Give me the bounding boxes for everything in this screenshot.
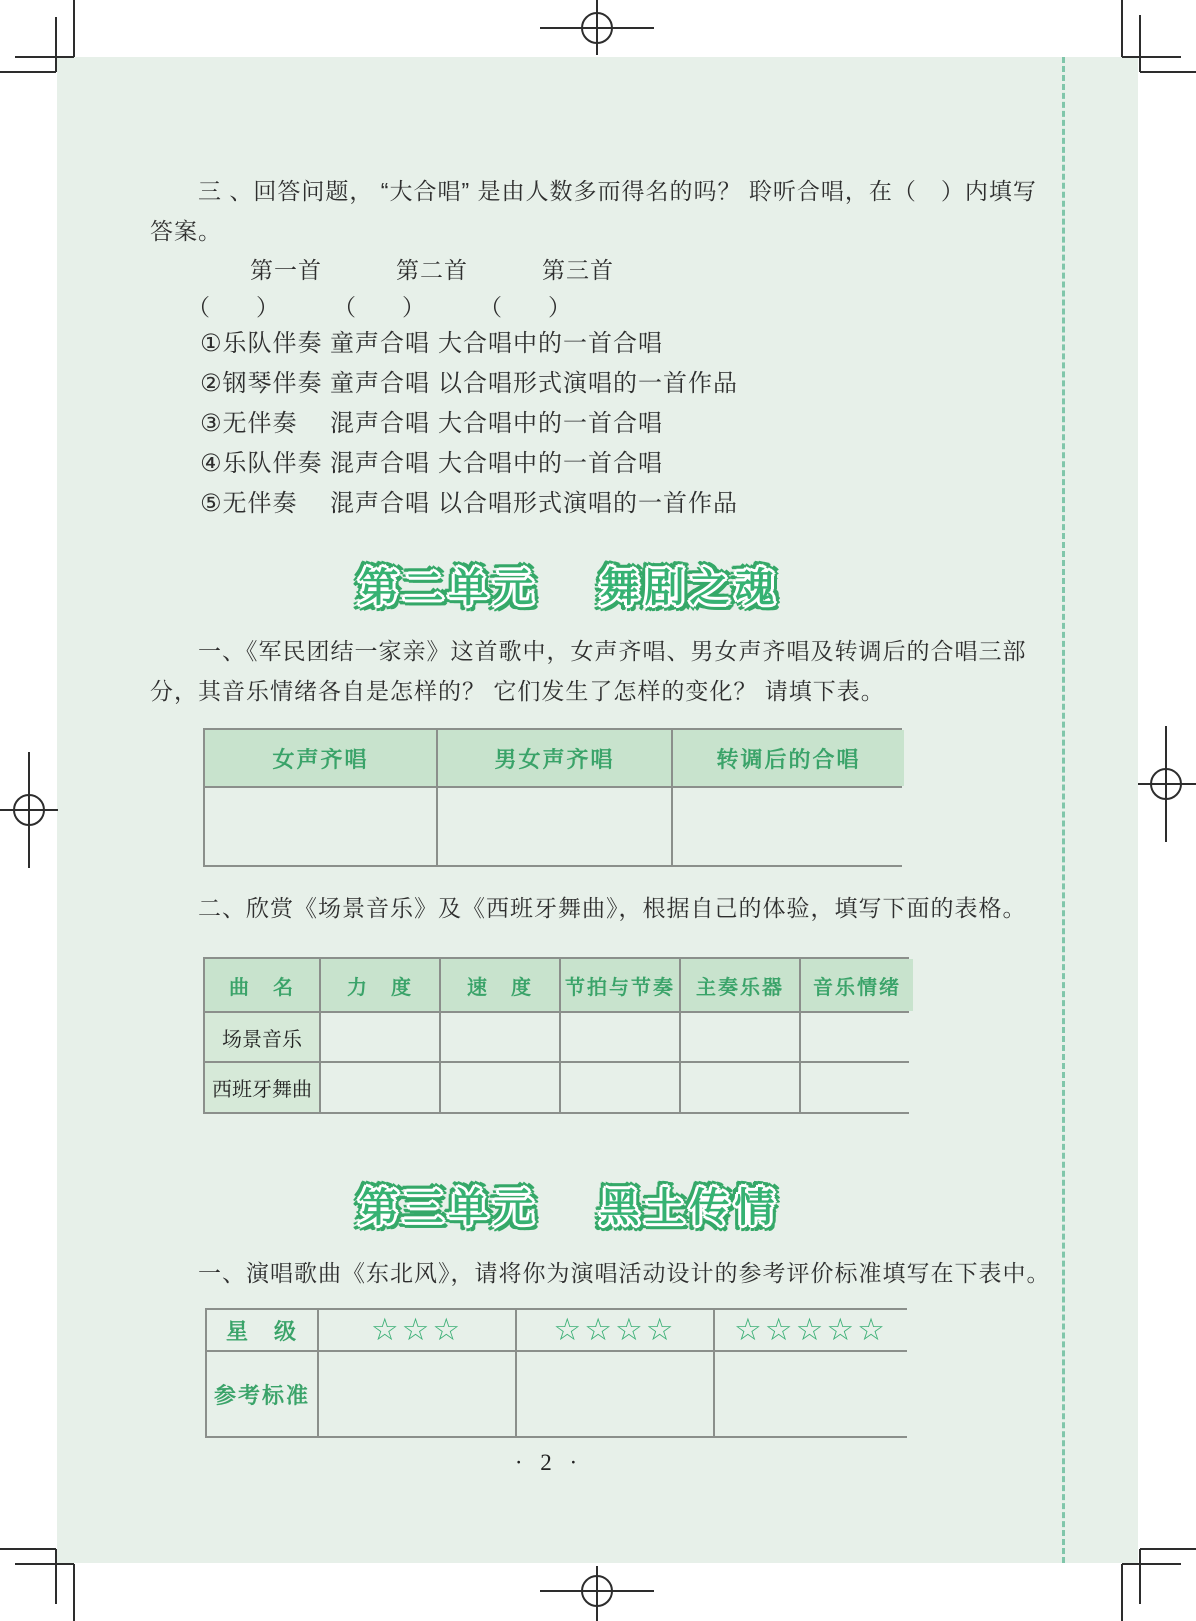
- table1-blank-cell: [438, 788, 671, 865]
- three-stars-icon: ☆☆☆: [319, 1310, 515, 1350]
- table3-blank-cell: [517, 1352, 713, 1436]
- table2-blank-cell: [801, 1013, 913, 1061]
- answer-blanks-row: [150, 289, 588, 322]
- choice-voice: 混声合唱: [330, 410, 430, 437]
- song-label-3: 第三首: [542, 257, 614, 283]
- table2-header-tempo: 速 度: [441, 959, 559, 1011]
- unit3-title: 第三单元 黑土传情: [358, 1186, 780, 1230]
- table3-blank-cell: [319, 1352, 515, 1436]
- choice-item-5: [200, 491, 920, 517]
- four-stars-icon: ☆☆☆☆: [517, 1310, 713, 1350]
- table1-blank-cell: [673, 788, 904, 865]
- table2-header-dynamics: 力 度: [321, 959, 439, 1011]
- choice-voice: 混声合唱: [330, 450, 430, 477]
- fold-dashed-line: [1062, 57, 1065, 1563]
- choice-description: 以合唱形式演唱的一首作品: [438, 490, 738, 517]
- choice-accompaniment: ③无伴奏: [200, 410, 298, 437]
- table2-blank-cell: [441, 1013, 559, 1061]
- table3-row1-label: 星 级: [207, 1310, 317, 1350]
- choice-description: 以合唱形式演唱的一首作品: [438, 370, 738, 397]
- table3-row2-label: 参考标准: [207, 1352, 317, 1436]
- song-labels-row: [150, 252, 688, 285]
- question3-line1: 三 、回答问题， “大合唱” 是由人数多而得名的吗？ 聆听合唱，在（ ）内填写: [198, 178, 1037, 204]
- choice-voice: 童声合唱: [330, 330, 430, 357]
- question3-line2: 答案。: [150, 218, 222, 244]
- unit2-title: 第二单元 舞剧之魂: [358, 566, 780, 610]
- table2-blank-cell: [801, 1063, 913, 1112]
- chorus-emotion-table: [203, 728, 902, 867]
- crosshair-top-center: [540, 0, 654, 55]
- table1-header-mixed-unison: 男女声齐唱: [438, 730, 671, 786]
- unit2-q1-line1: 一、《军民团结一家亲》这首歌中，女声齐唱、男女声齐唱及转调后的合唱三部: [198, 638, 1027, 664]
- choice-list: [200, 331, 920, 531]
- choice-description: 大合唱中的一首合唱: [438, 330, 663, 357]
- choice-item-1: [200, 331, 920, 357]
- choice-description: 大合唱中的一首合唱: [438, 410, 663, 437]
- table2-header-lead-instrument: 主奏乐器: [681, 959, 799, 1011]
- table2-row-scene-music: 场景音乐: [205, 1013, 319, 1061]
- choice-voice: 童声合唱: [330, 370, 430, 397]
- crosshair-left-middle: [0, 752, 58, 868]
- choice-voice: 混声合唱: [330, 490, 430, 517]
- table2-blank-cell: [441, 1063, 559, 1112]
- crosshair-right-middle: [1138, 726, 1196, 842]
- unit2-q1-line2: 分，其音乐情绪各自是怎样的？ 它们发生了怎样的变化？ 请填下表。: [150, 678, 885, 704]
- table1-blank-cell: [205, 788, 436, 865]
- table2-blank-cell: [321, 1063, 439, 1112]
- table2-header-meter-rhythm: 节拍与节奏: [561, 959, 679, 1011]
- choice-accompaniment: ②钢琴伴奏: [200, 370, 323, 397]
- choice-item-2: [200, 371, 920, 397]
- table2-blank-cell: [561, 1013, 679, 1061]
- page-number: · 2 ·: [514, 1450, 584, 1475]
- table2-blank-cell: [681, 1013, 799, 1061]
- choice-description: 大合唱中的一首合唱: [438, 450, 663, 477]
- table2-blank-cell: [561, 1063, 679, 1112]
- star-rating-table: [205, 1308, 907, 1438]
- song-label-1: 第一首: [250, 257, 322, 283]
- answer-blank-3: （ ）: [479, 294, 571, 320]
- answer-blank-2: （ ）: [333, 294, 425, 320]
- choice-accompaniment: ④乐队伴奏: [200, 450, 323, 477]
- table2-blank-cell: [321, 1013, 439, 1061]
- table1-header-female-unison: 女声齐唱: [205, 730, 436, 786]
- listening-analysis-table: [203, 957, 909, 1114]
- table2-row-spanish-dance: 西班牙舞曲: [205, 1063, 319, 1112]
- table3-blank-cell: [715, 1352, 907, 1436]
- table2-blank-cell: [681, 1063, 799, 1112]
- table1-header-modulated-chorus: 转调后的合唱: [673, 730, 904, 786]
- choice-accompaniment: ①乐队伴奏: [200, 330, 323, 357]
- table2-header-mood: 音乐情绪: [801, 959, 913, 1011]
- unit2-q2: 二、欣赏《场景音乐》及《西班牙舞曲》，根据自己的体验，填写下面的表格。: [198, 895, 1027, 921]
- five-stars-icon: ☆☆☆☆☆: [715, 1310, 907, 1350]
- song-label-2: 第二首: [396, 257, 468, 283]
- table2-header-title: 曲 名: [205, 959, 319, 1011]
- choice-accompaniment: ⑤无伴奏: [200, 490, 298, 517]
- unit3-q1: 一、演唱歌曲《东北风》，请将你为演唱活动设计的参考评价标准填写在下表中。: [198, 1260, 1051, 1286]
- choice-item-4: [200, 451, 920, 477]
- crosshair-bottom-center: [540, 1566, 654, 1621]
- choice-item-3: [200, 411, 920, 437]
- answer-blank-1: （ ）: [187, 294, 279, 320]
